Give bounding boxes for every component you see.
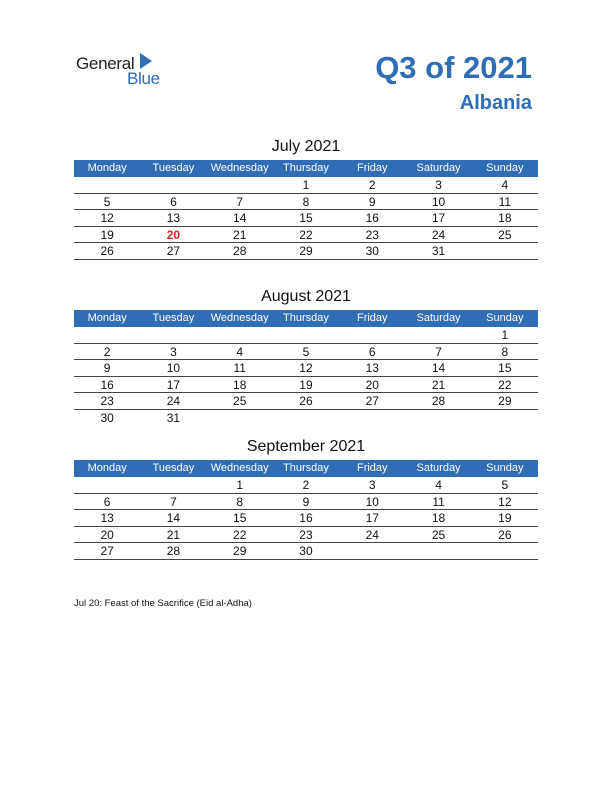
day-cell: 28 [233, 244, 247, 259]
week-row [74, 210, 538, 227]
month-september [74, 436, 538, 560]
weekday-label: Saturday [416, 162, 461, 174]
logo-text-blue: Blue [127, 69, 160, 88]
weekday-label: Thursday [283, 162, 329, 174]
day-cell: 24 [365, 527, 379, 542]
day-cell: 21 [233, 227, 247, 242]
day-cell: 17 [365, 511, 379, 526]
month-july [74, 136, 538, 260]
day-cell [74, 327, 140, 343]
week-row [74, 227, 538, 244]
week-row [74, 494, 538, 511]
weekday-label: Saturday [416, 462, 461, 474]
day-cell [140, 327, 206, 343]
weekday-label: Tuesday [152, 162, 195, 174]
weekday-label: Friday [356, 162, 388, 174]
day-cell: 13 [166, 211, 181, 226]
day-cell [74, 177, 140, 193]
day-cell: 28 [166, 544, 181, 559]
day-cell: 5 [103, 194, 111, 209]
week-row [74, 543, 538, 560]
day-cell [273, 410, 339, 427]
day-cell: 4 [501, 178, 509, 192]
day-cell: 4 [236, 344, 244, 359]
day-cell: 27 [365, 394, 379, 409]
weekday-label: Sunday [486, 162, 524, 174]
day-cell: 10 [431, 194, 446, 209]
day-cell [339, 543, 405, 559]
day-cell: 7 [435, 344, 442, 359]
day-cell: 30 [365, 244, 379, 259]
weekday-label: Saturday [416, 312, 461, 324]
day-cell: 12 [299, 361, 313, 376]
day-cell: 3 [435, 178, 442, 192]
month-title: July 2021 [271, 138, 341, 155]
day-cell [273, 327, 339, 343]
day-cell: 7 [236, 194, 244, 209]
day-cell: 5 [302, 344, 310, 359]
day-cell: 8 [236, 494, 244, 509]
page-title: Q3 of 2021 [375, 50, 532, 85]
weekday-label: Thursday [283, 462, 329, 474]
day-cell: 11 [432, 494, 445, 509]
day-cell: 31 [166, 410, 181, 425]
week-row [74, 177, 538, 194]
day-cell: 7 [170, 494, 177, 509]
day-cell: 30 [299, 544, 313, 559]
day-cell [405, 410, 471, 427]
day-cell: 8 [501, 344, 509, 359]
day-cell: 18 [233, 377, 247, 392]
day-cell: 24 [166, 394, 181, 409]
day-cell: 24 [431, 227, 446, 242]
day-cell: 11 [498, 194, 512, 209]
month-title: August 2021 [261, 288, 351, 305]
week-row [74, 527, 538, 544]
day-cell: 17 [431, 211, 446, 226]
day-cell: 1 [236, 478, 244, 492]
day-cell: 3 [170, 344, 177, 359]
day-cell [339, 410, 405, 427]
day-cell: 20 [100, 527, 114, 542]
week-row [74, 477, 538, 494]
day-cell: 2 [368, 178, 376, 192]
day-cell: 19 [498, 511, 512, 526]
holiday-note: Jul 20: Feast of the Sacrifice (Eid al-Adha) [74, 598, 252, 609]
day-cell: 1 [501, 328, 509, 342]
country-name: Albania [459, 92, 532, 114]
weekday-label: Wednesday [210, 312, 269, 324]
day-cell [472, 243, 538, 259]
weekday-header [74, 160, 538, 177]
week-row [74, 194, 538, 211]
day-cell: 22 [233, 527, 247, 542]
day-cell: 26 [498, 527, 512, 542]
day-cell: 25 [431, 527, 446, 542]
day-cell: 14 [233, 211, 247, 226]
day-cell: 14 [166, 511, 181, 526]
day-cell: 4 [435, 478, 442, 492]
day-cell: 13 [100, 511, 114, 526]
day-cell: 15 [498, 361, 512, 376]
day-cell: 14 [431, 361, 446, 376]
day-cell [405, 327, 471, 343]
day-cell: 23 [365, 227, 379, 242]
brand-logo [76, 52, 176, 88]
week-row [74, 410, 538, 427]
day-cell: 28 [431, 394, 446, 409]
day-cell: 13 [365, 361, 379, 376]
day-cell [140, 177, 206, 193]
day-cell: 5 [501, 478, 509, 492]
day-cell: 17 [166, 377, 181, 392]
weekday-label: Monday [87, 312, 127, 324]
day-cell: 11 [233, 361, 246, 376]
day-cell: 3 [368, 478, 376, 492]
day-cell [140, 477, 206, 493]
day-cell: 27 [100, 544, 114, 559]
day-cell: 9 [368, 194, 376, 209]
day-cell: 12 [100, 211, 114, 226]
week-row [74, 327, 538, 344]
weekday-label: Sunday [486, 312, 524, 324]
weekday-label: Tuesday [152, 312, 195, 324]
day-cell: 30 [100, 410, 114, 425]
day-cell: 22 [498, 377, 512, 392]
day-cell: 16 [100, 377, 114, 392]
weekday-header [74, 460, 538, 477]
day-cell: 9 [103, 361, 111, 376]
day-cell [207, 327, 273, 343]
week-row [74, 377, 538, 394]
week-row [74, 393, 538, 410]
week-row [74, 360, 538, 377]
weekday-label: Sunday [486, 462, 524, 474]
day-cell: 1 [302, 178, 310, 192]
day-cell: 21 [166, 527, 181, 542]
month-august [74, 286, 538, 427]
day-cell: 2 [302, 478, 310, 492]
day-cell: 10 [166, 361, 181, 376]
day-cell [207, 177, 273, 193]
day-cell: 6 [103, 494, 111, 509]
day-cell: 29 [299, 244, 313, 259]
day-cell [74, 477, 140, 493]
weekday-label: Wednesday [210, 162, 269, 174]
holiday-day-cell: 20 [166, 227, 181, 242]
weekday-label: Wednesday [210, 462, 269, 474]
logo-triangle-icon [140, 53, 152, 69]
day-cell: 27 [166, 244, 181, 259]
weekday-label: Monday [87, 462, 127, 474]
day-cell [472, 410, 538, 427]
day-cell [339, 327, 405, 343]
day-cell: 22 [299, 227, 313, 242]
day-cell: 19 [100, 227, 114, 242]
day-cell: 10 [365, 494, 379, 509]
day-cell: 25 [233, 394, 247, 409]
logo-text-general: General [76, 54, 135, 73]
weekday-label: Friday [356, 312, 388, 324]
day-cell: 23 [299, 527, 313, 542]
day-cell: 2 [103, 344, 111, 359]
day-cell: 6 [170, 194, 177, 209]
day-cell: 25 [498, 227, 512, 242]
day-cell: 18 [498, 211, 512, 226]
day-cell: 29 [233, 544, 247, 559]
day-cell: 21 [431, 377, 446, 392]
day-cell: 9 [302, 494, 310, 509]
day-cell [472, 543, 538, 559]
day-cell: 20 [365, 377, 379, 392]
week-row [74, 243, 538, 260]
day-cell: 16 [365, 211, 379, 226]
weekday-label: Thursday [283, 312, 329, 324]
day-cell: 29 [498, 394, 512, 409]
day-cell: 23 [100, 394, 114, 409]
weekday-label: Tuesday [152, 462, 195, 474]
day-cell: 15 [299, 211, 313, 226]
day-cell: 26 [299, 394, 313, 409]
day-cell: 16 [299, 511, 313, 526]
day-cell: 8 [302, 194, 310, 209]
day-cell: 6 [368, 344, 376, 359]
day-cell [207, 410, 273, 427]
day-cell: 12 [498, 494, 512, 509]
weekday-header [74, 310, 538, 327]
day-cell: 18 [431, 511, 446, 526]
month-title: September 2021 [246, 438, 366, 455]
day-cell: 15 [233, 511, 247, 526]
day-cell: 19 [299, 377, 313, 392]
day-cell: 26 [100, 244, 114, 259]
day-cell: 31 [431, 244, 446, 259]
week-row [74, 344, 538, 361]
weekday-label: Monday [87, 162, 127, 174]
day-cell [405, 543, 471, 559]
weekday-label: Friday [356, 462, 388, 474]
week-row [74, 510, 538, 527]
